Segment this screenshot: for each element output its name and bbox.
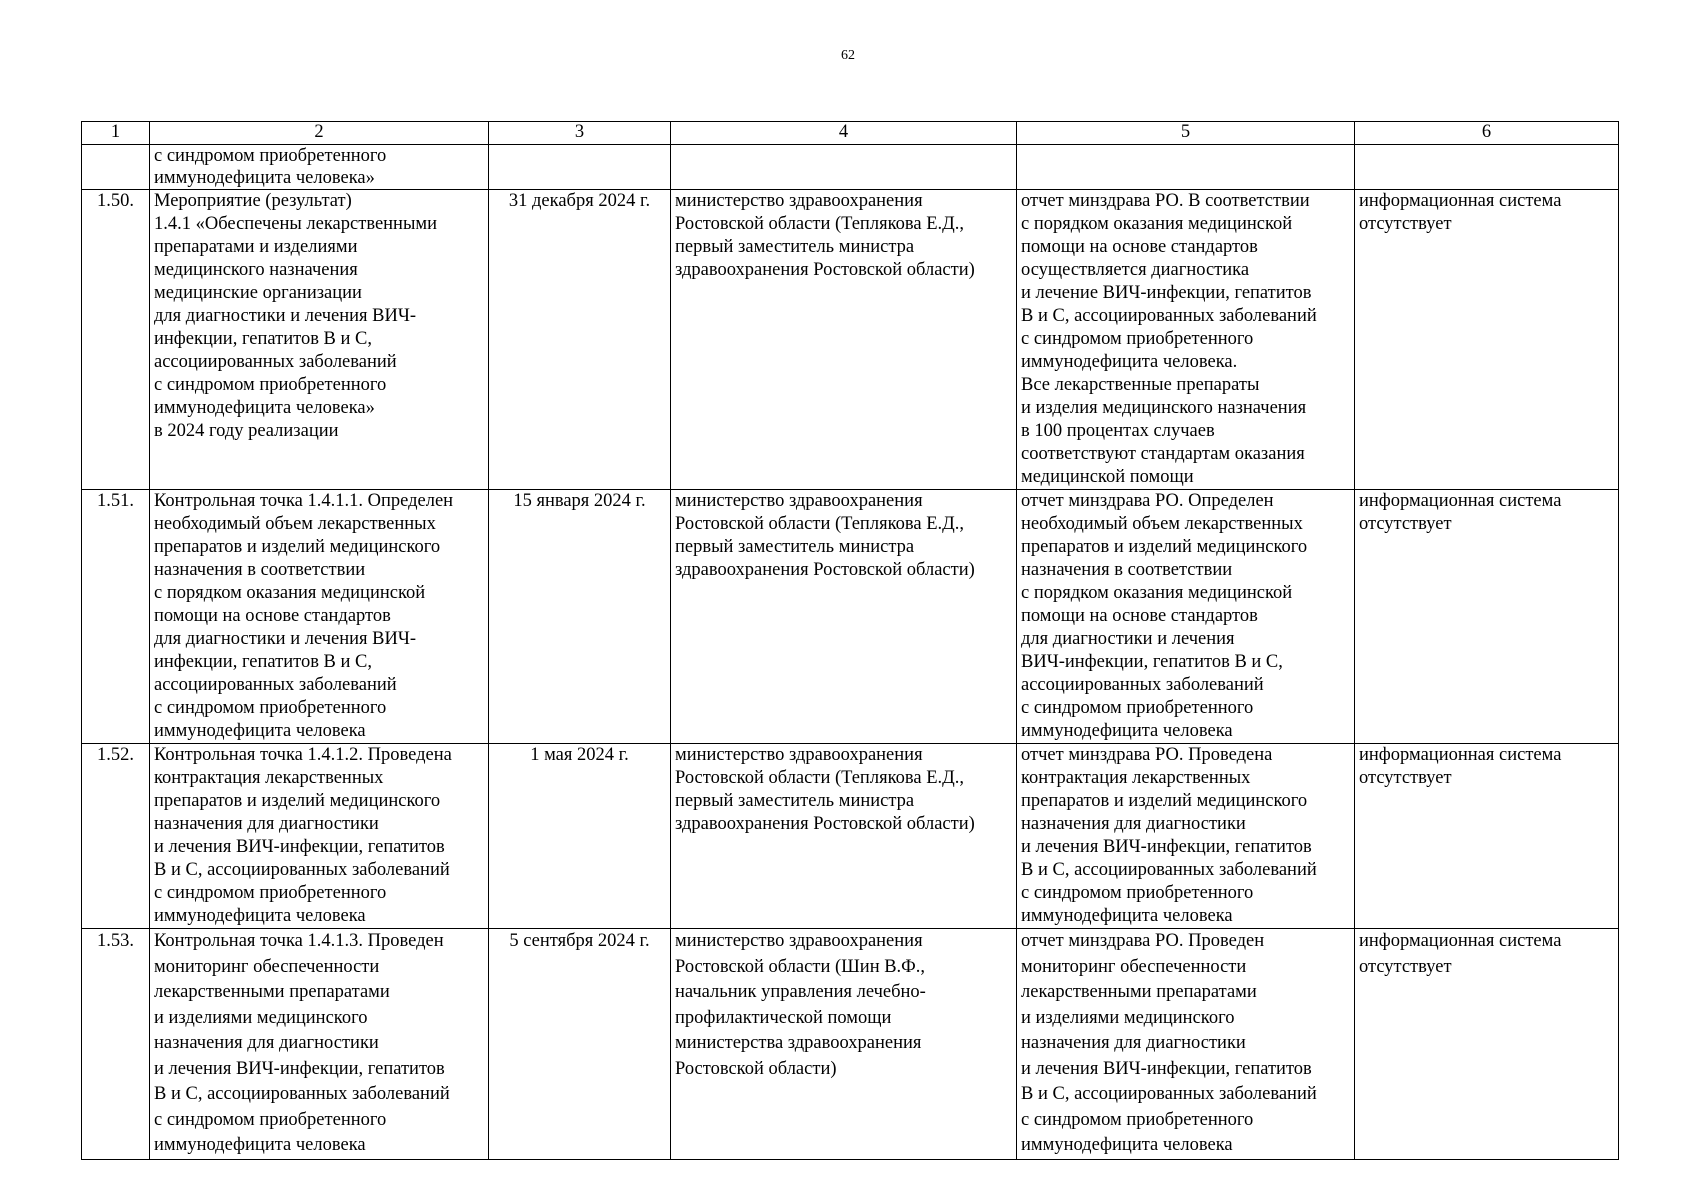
deadline-cell: 15 января 2024 г.	[489, 490, 671, 744]
activity-cell: Контрольная точка 1.4.1.3. Проведен мониторинг обеспеченности лекарственными препаратами и изделиями медицинского назначения для диагностики и лечения ВИЧ-инфекции, гепатитов В и С, ассоциированных заболеваний с синдромом приобретенного иммунодефицита человека	[150, 929, 489, 1160]
report-cell: отчет минздрава РО. Проведена контрактация лекарственных препаратов и изделий медицинского назначения для диагностики и лечения ВИЧ-инфекции, гепатитов В и С, ассоциированных заболеваний с синдромом приобретенного иммунодефицита человека	[1017, 744, 1355, 929]
column-header: 2	[150, 122, 489, 145]
information-system-cell: информационная система отсутствует	[1355, 490, 1619, 744]
report-cell: отчет минздрава РО. Определен необходимый объем лекарственных препаратов и изделий медицинского назначения в соответствии с порядком оказания медицинской помощи на основе стандартов для диагностики и лечения ВИЧ-инфекции, гепатитов В и С, ассоциированных заболеваний с синдромом приобретенного иммунодефицита человека	[1017, 490, 1355, 744]
page-number: 62	[841, 48, 855, 63]
column-header: 5	[1017, 122, 1355, 145]
column-header: 3	[489, 122, 671, 145]
activity-cell: Контрольная точка 1.4.1.2. Проведена контрактация лекарственных препаратов и изделий медицинского назначения для диагностики и лечения ВИЧ-инфекции, гепатитов В и С, ассоциированных заболеваний с синдромом приобретенного иммунодефицита человека	[150, 744, 489, 929]
deadline-cell: 1 мая 2024 г.	[489, 744, 671, 929]
responsible-cell	[671, 145, 1017, 190]
report-cell	[1017, 145, 1355, 190]
information-system-cell: информационная система отсутствует	[1355, 744, 1619, 929]
column-number-header-row	[82, 122, 1619, 145]
plan-table	[81, 121, 1619, 1160]
column-header: 1	[82, 122, 150, 145]
row-number-cell: 1.51.	[82, 490, 150, 744]
row-number-cell: 1.50.	[82, 190, 150, 490]
information-system-cell: информационная система отсутствует	[1355, 190, 1619, 490]
activity-cell: Мероприятие (результат) 1.4.1 «Обеспечены лекарственными препаратами и изделиями медицинского назначения медицинские организации для диагностики и лечения ВИЧ- инфекции, гепатитов В и С, ассоциированных заболеваний с синдромом приобретенного иммунодефицита человека» в 2024 году реализации	[150, 190, 489, 490]
activity-cell: с синдромом приобретенного иммунодефицита человека»	[150, 145, 489, 190]
row-number-cell: 1.53.	[82, 929, 150, 1160]
deadline-cell: 31 декабря 2024 г.	[489, 190, 671, 490]
deadline-cell: 5 сентября 2024 г.	[489, 929, 671, 1160]
table-row	[82, 929, 1619, 1160]
table-row-continuation	[82, 145, 1619, 190]
table-row	[82, 490, 1619, 744]
column-header: 6	[1355, 122, 1619, 145]
activity-cell: Контрольная точка 1.4.1.1. Определен необходимый объем лекарственных препаратов и изделий медицинского назначения в соответствии с порядком оказания медицинской помощи на основе стандартов для диагностики и лечения ВИЧ- инфекции, гепатитов В и С, ассоциированных заболеваний с синдромом приобретенного иммунодефицита человека	[150, 490, 489, 744]
information-system-cell	[1355, 145, 1619, 190]
responsible-cell: министерство здравоохранения Ростовской области (Шин В.Ф., начальник управления лечебно- профилактической помощи министерства здравоохранения Ростовской области)	[671, 929, 1017, 1160]
information-system-cell: информационная система отсутствует	[1355, 929, 1619, 1160]
responsible-cell: министерство здравоохранения Ростовской области (Теплякова Е.Д., первый заместитель министра здравоохранения Ростовской области)	[671, 744, 1017, 929]
table-row	[82, 744, 1619, 929]
table-row	[82, 190, 1619, 490]
responsible-cell: министерство здравоохранения Ростовской области (Теплякова Е.Д., первый заместитель министра здравоохранения Ростовской области)	[671, 490, 1017, 744]
column-header: 4	[671, 122, 1017, 145]
report-cell: отчет минздрава РО. Проведен мониторинг обеспеченности лекарственными препаратами и изделиями медицинского назначения для диагностики и лечения ВИЧ-инфекции, гепатитов В и С, ассоциированных заболеваний с синдромом приобретенного иммунодефицита человека	[1017, 929, 1355, 1160]
row-number-cell: 1.52.	[82, 744, 150, 929]
responsible-cell: министерство здравоохранения Ростовской области (Теплякова Е.Д., первый заместитель министра здравоохранения Ростовской области)	[671, 190, 1017, 490]
row-number-cell	[82, 145, 150, 190]
report-cell: отчет минздрава РО. В соответствии с порядком оказания медицинской помощи на основе стандартов осуществляется диагностика и лечение ВИЧ-инфекции, гепатитов В и С, ассоциированных заболеваний с синдромом приобретенного иммунодефицита человека. Все лекарственные препараты и изделия медицинского назначения в 100 процентах случаев соответствуют стандартам оказания медицинской помощи	[1017, 190, 1355, 490]
deadline-cell	[489, 145, 671, 190]
